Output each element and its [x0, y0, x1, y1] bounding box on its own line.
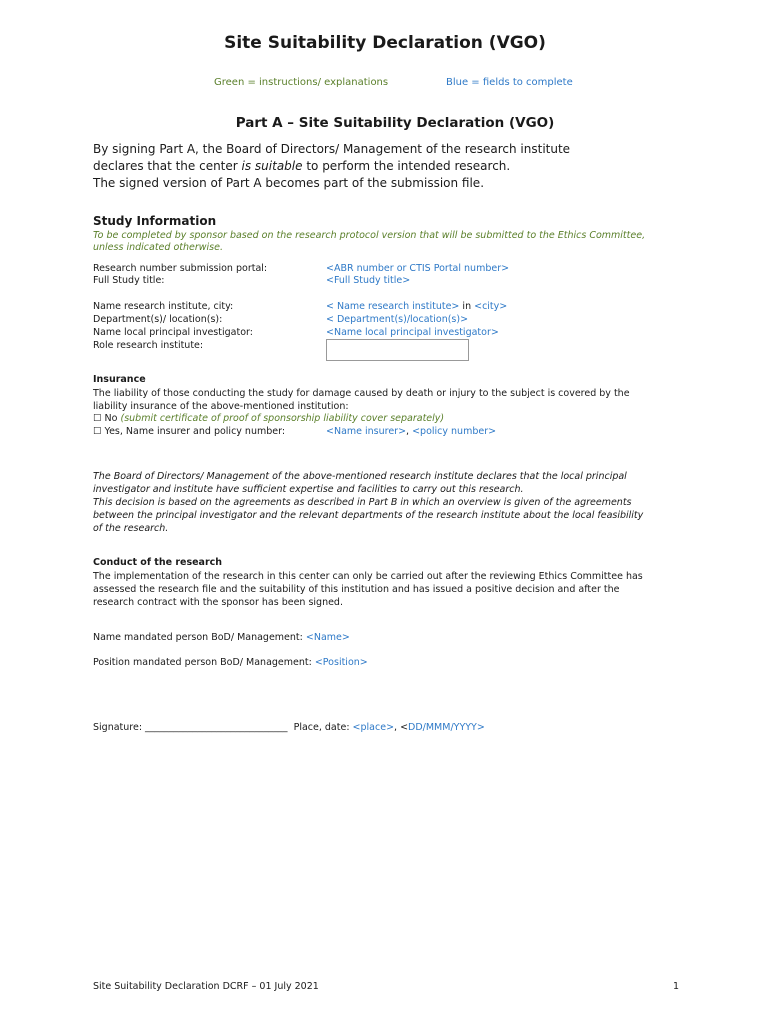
- insurance-no-option[interactable]: [93, 413, 444, 424]
- place-date-label: Place, date:: [287, 722, 353, 733]
- insurance-text: [93, 387, 630, 413]
- pi-row: [93, 327, 499, 338]
- intro-line-3: The signed version of Part A becomes part of the submission file.: [93, 176, 485, 190]
- footer-document-label: Site Suitability Declaration DCRF – 01 July 2021: [93, 981, 319, 992]
- bod-line-1: The Board of Directors/ Management of the above-mentioned research institute declares that the local principal: [93, 471, 627, 482]
- insurer-field[interactable]: <Name insurer>: [326, 426, 407, 437]
- mandated-position-label: Position mandated person BoD/ Management:: [93, 657, 315, 668]
- city-field[interactable]: <city>: [474, 301, 508, 312]
- date-field[interactable]: DD/MMM/YYYY>: [408, 722, 485, 733]
- mandated-position-field[interactable]: <Position>: [314, 657, 368, 668]
- intro-line-1: By signing Part A, the Board of Directors/ Management of the research institute: [93, 142, 571, 156]
- study-instruction-line-2: unless indicated otherwise.: [93, 242, 223, 253]
- research-number-label: Research number submission portal:: [93, 263, 268, 274]
- bod-line-3: This decision is based on the agreements as described in Part B in which an overview is given of the agreements: [93, 497, 632, 508]
- institute-joiner: in: [459, 301, 475, 312]
- bod-line-4: between the principal investigator and the relevant departments of the research institute about the local feasibility: [93, 510, 644, 521]
- insurance-line-1: The liability of those conducting the study for damage caused by death or injury to the subject is covered by the: [93, 388, 630, 399]
- intro-paragraph: [93, 141, 570, 192]
- department-field[interactable]: < Department(s)/location(s)>: [326, 314, 469, 325]
- role-input[interactable]: [326, 339, 469, 361]
- mandated-name-row: [93, 632, 350, 643]
- page-number: 1: [673, 981, 680, 992]
- institute-row: [93, 301, 507, 312]
- bod-line-5: of the research.: [93, 523, 169, 534]
- full-title-field[interactable]: <Full Study title>: [326, 275, 411, 286]
- full-title-row: [93, 275, 410, 286]
- role-row: [93, 340, 326, 351]
- insurance-no-instruction: (submit certificate of proof of sponsorship liability cover separately): [120, 413, 445, 424]
- insurance-yes-option[interactable]: [93, 426, 496, 437]
- intro-line-2: [93, 158, 570, 175]
- legend-green: Green = instructions/ explanations: [214, 77, 389, 88]
- part-a-heading: Part A – Site Suitability Declaration (VGO): [235, 115, 555, 131]
- role-label: Role research institute:: [93, 340, 204, 351]
- conduct-heading: Conduct of the research: [93, 557, 223, 568]
- bod-statement: [93, 470, 643, 535]
- department-label: Department(s)/ location(s):: [93, 314, 223, 325]
- bod-line-2: investigator and institute have sufficient expertise and facilities to carry out this research.: [93, 484, 524, 495]
- pi-field[interactable]: <Name local principal investigator>: [326, 327, 499, 338]
- institute-label: Name research institute, city:: [93, 301, 234, 312]
- pi-label: Name local principal investigator:: [93, 327, 253, 338]
- study-information-heading: Study Information: [93, 214, 217, 228]
- signature-row: [93, 722, 485, 733]
- policy-number-field[interactable]: <policy number>: [412, 426, 497, 437]
- insurance-heading: Insurance: [93, 374, 146, 385]
- study-instruction: [93, 230, 645, 254]
- place-field[interactable]: <place>: [352, 722, 395, 733]
- research-number-field[interactable]: <ABR number or CTIS Portal number>: [326, 263, 510, 274]
- mandated-name-field[interactable]: <Name>: [305, 632, 350, 643]
- conduct-line-3: research contract with the sponsor has been signed.: [93, 597, 343, 608]
- mandated-name-label: Name mandated person BoD/ Management:: [93, 632, 306, 643]
- full-title-label: Full Study title:: [93, 275, 165, 286]
- legend-blue: Blue = fields to complete: [446, 77, 573, 88]
- insurance-line-2: liability insurance of the above-mentioned institution:: [93, 401, 349, 412]
- institute-name-field[interactable]: < Name research institute>: [326, 301, 460, 312]
- insurance-separator: ,: [406, 426, 413, 437]
- signature-field[interactable]: Signature: ______________________________: [93, 722, 288, 733]
- department-row: [93, 314, 468, 325]
- intro-emphasis: is suitable: [241, 159, 303, 173]
- mandated-position-row: [93, 657, 368, 668]
- intro-line-2-start: declares that the center: [93, 159, 242, 173]
- insurance-yes-checkbox[interactable]: ☐ Yes, Name insurer and policy number:: [93, 426, 286, 437]
- document-title: Site Suitability Declaration (VGO): [224, 33, 546, 53]
- conduct-line-2: assessed the research file and the suitability of this institution and has issued a positive decision and after the: [93, 584, 620, 595]
- conduct-text: [93, 570, 643, 609]
- research-number-row: [93, 263, 509, 274]
- insurance-no-checkbox[interactable]: ☐ No: [93, 413, 121, 424]
- conduct-line-1: The implementation of the research in this center can only be carried out after the reviewing Ethics Committee has: [93, 571, 643, 582]
- place-date-separator: , <: [394, 722, 409, 733]
- intro-line-2-end: to perform the intended research.: [302, 159, 511, 173]
- study-instruction-line-1: To be completed by sponsor based on the research protocol version that will be submitted to the Ethics Committee,: [93, 230, 646, 241]
